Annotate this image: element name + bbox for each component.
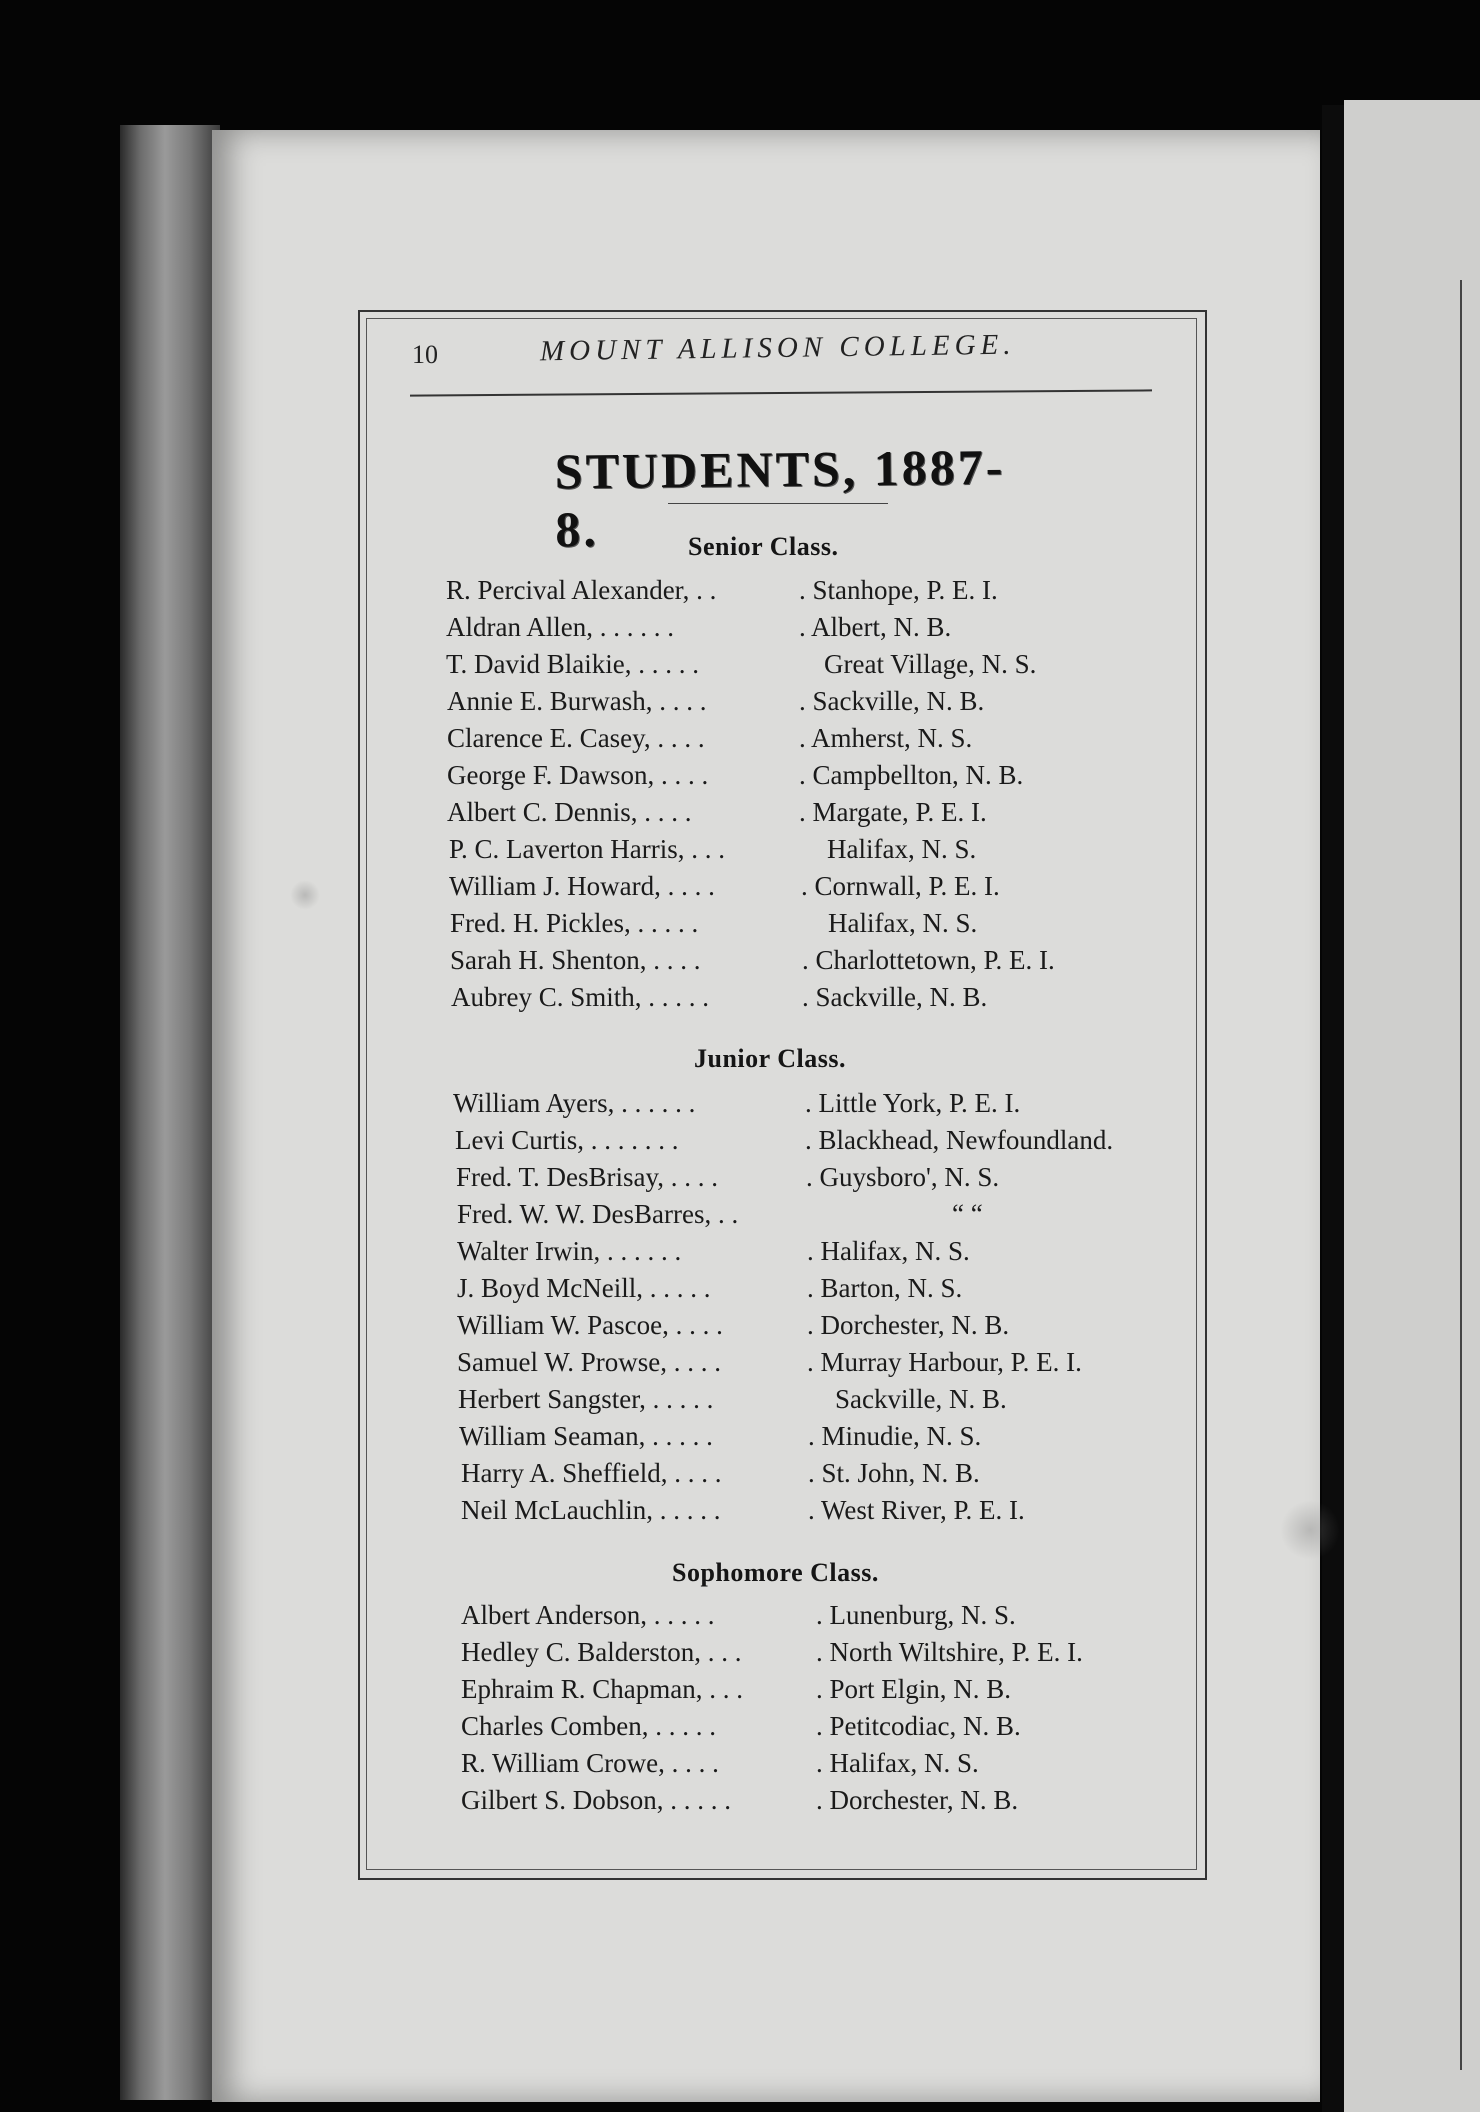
student-hometown: . Lunenburg, N. S.	[816, 1600, 1016, 1630]
list-item	[453, 1088, 1213, 1128]
page-number: 10	[412, 340, 438, 369]
list-item	[447, 797, 1207, 837]
student-name: George F. Dawson, . . . .	[447, 760, 709, 790]
student-hometown: . Sackville, N. B.	[799, 686, 985, 716]
student-hometown: . Albert, N. B.	[799, 612, 952, 642]
list-item	[457, 1199, 1217, 1239]
student-hometown: . Sackville, N. B.	[802, 982, 988, 1012]
list-item	[449, 871, 1209, 911]
student-hometown: . Port Elgin, N. B.	[816, 1674, 1012, 1704]
student-name: Aubrey C. Smith, . . . . .	[451, 982, 710, 1012]
student-name: Clarence E. Casey, . . . .	[447, 723, 705, 753]
list-item	[450, 908, 1210, 948]
student-hometown: . St. John, N. B.	[808, 1458, 980, 1488]
list-item	[446, 575, 1206, 615]
student-name: R. William Crowe, . . . .	[461, 1748, 719, 1778]
page-gutter	[1322, 105, 1344, 2112]
title-rule	[668, 503, 888, 504]
list-item	[446, 612, 1206, 652]
list-item	[457, 1273, 1217, 1313]
student-name: Aldran Allen, . . . . . .	[446, 612, 674, 642]
student-name: Hedley C. Balderston, . . .	[461, 1637, 742, 1667]
section-heading-sophomore: Sophomore Class.	[672, 1558, 879, 1587]
student-name: Harry A. Sheffield, . . . .	[461, 1458, 722, 1488]
student-name: Fred. H. Pickles, . . . . .	[450, 908, 699, 938]
student-hometown: . Barton, N. S.	[807, 1273, 963, 1303]
student-name: Gilbert S. Dobson, . . . . .	[461, 1785, 731, 1815]
student-hometown: . Little York, P. E. I.	[805, 1088, 1021, 1118]
list-item	[459, 1421, 1219, 1461]
student-name: R. Percival Alexander, . .	[446, 575, 717, 605]
student-name: Sarah H. Shenton, . . . .	[450, 945, 701, 975]
list-item	[450, 945, 1210, 985]
list-item	[447, 686, 1207, 726]
list-item	[461, 1785, 1221, 1825]
student-hometown: . Halifax, N. S.	[807, 1236, 970, 1266]
section-heading-junior: Junior Class.	[694, 1044, 846, 1073]
running-title: MOUNT ALLISON COLLEGE.	[539, 328, 1016, 368]
student-hometown: . Campbellton, N. B.	[799, 760, 1024, 790]
student-hometown: . Stanhope, P. E. I.	[799, 575, 998, 605]
student-hometown: . West River, P. E. I.	[808, 1495, 1025, 1525]
student-name: Walter Irwin, . . . . . .	[457, 1236, 682, 1266]
student-name: Herbert Sangster, . . . . .	[458, 1384, 714, 1414]
list-item	[455, 1125, 1215, 1165]
student-name: Fred. W. W. DesBarres, . .	[457, 1199, 739, 1229]
student-hometown: . Charlottetown, P. E. I.	[802, 945, 1055, 975]
running-head	[412, 330, 1152, 378]
student-name: Neil McLauchlin, . . . . .	[461, 1495, 721, 1525]
student-name: Samuel W. Prowse, . . . .	[457, 1347, 722, 1377]
list-item	[461, 1748, 1221, 1788]
student-hometown: . Guysboro', N. S.	[806, 1162, 1000, 1192]
list-item	[461, 1637, 1221, 1677]
section-heading-senior: Senior Class.	[688, 532, 839, 561]
student-name: T. David Blaikie, . . . . .	[446, 649, 699, 679]
list-item	[461, 1495, 1221, 1535]
student-hometown: Sackville, N. B.	[835, 1384, 1007, 1414]
list-item	[456, 1162, 1216, 1202]
student-hometown: . Margate, P. E. I.	[799, 797, 987, 827]
page-stain	[1280, 1500, 1340, 1560]
student-name: J. Boyd McNeill, . . . . .	[457, 1273, 711, 1303]
student-hometown: . Dorchester, N. B.	[816, 1785, 1019, 1815]
list-item	[446, 649, 1206, 689]
page-stain	[290, 880, 320, 910]
student-hometown: Halifax, N. S.	[828, 908, 978, 938]
student-hometown: . Minudie, N. S.	[808, 1421, 982, 1451]
student-name: William Ayers, . . . . . .	[453, 1088, 696, 1118]
list-item	[461, 1458, 1221, 1498]
list-item	[458, 1384, 1218, 1424]
list-item	[457, 1310, 1217, 1350]
list-item	[461, 1711, 1221, 1751]
student-hometown: . Petitcodiac, N. B.	[816, 1711, 1021, 1741]
list-item	[461, 1674, 1221, 1714]
student-name: Albert Anderson, . . . . .	[461, 1600, 715, 1630]
student-name: Ephraim R. Chapman, . . .	[461, 1674, 743, 1704]
student-hometown: . Cornwall, P. E. I.	[801, 871, 1000, 901]
facing-page-border	[1460, 280, 1468, 2070]
student-name: Levi Curtis, . . . . . . .	[455, 1125, 679, 1155]
list-item	[457, 1236, 1217, 1276]
student-name: Charles Comben, . . . . .	[461, 1711, 716, 1741]
student-name: William Seaman, . . . . .	[459, 1421, 713, 1451]
student-name: P. C. Laverton Harris, . . .	[449, 834, 725, 864]
student-hometown: . Murray Harbour, P. E. I.	[807, 1347, 1082, 1377]
book-spine-edge	[120, 125, 220, 2100]
student-hometown: . Dorchester, N. B.	[807, 1310, 1010, 1340]
student-name: Annie E. Burwash, . . . .	[447, 686, 707, 716]
student-hometown: . Amherst, N. S.	[799, 723, 973, 753]
student-hometown: . Halifax, N. S.	[816, 1748, 979, 1778]
list-item	[461, 1600, 1221, 1640]
student-name: William W. Pascoe, . . . .	[457, 1310, 723, 1340]
student-hometown: Great Village, N. S.	[824, 649, 1037, 679]
list-item	[457, 1347, 1217, 1387]
list-item	[447, 760, 1207, 800]
student-name: Albert C. Dennis, . . . .	[447, 797, 692, 827]
student-hometown: . North Wiltshire, P. E. I.	[816, 1637, 1083, 1667]
list-item	[449, 834, 1209, 874]
student-name: Fred. T. DesBrisay, . . . .	[456, 1162, 718, 1192]
student-hometown: Halifax, N. S.	[827, 834, 977, 864]
student-hometown: . Blackhead, Newfoundland.	[805, 1125, 1114, 1155]
student-name: William J. Howard, . . . .	[449, 871, 715, 901]
list-item	[447, 723, 1207, 763]
ditto-marks: “ “	[952, 1199, 983, 1229]
list-item	[451, 982, 1211, 1022]
page-title: STUDENTS, 1887-8.	[554, 438, 1006, 558]
